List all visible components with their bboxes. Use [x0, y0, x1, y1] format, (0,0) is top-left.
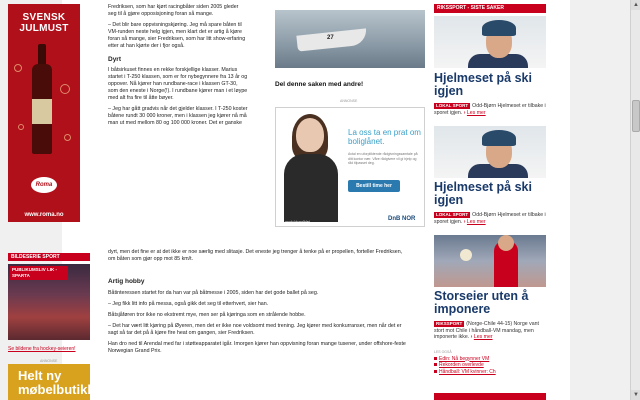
bullet-icon — [434, 370, 437, 373]
article-body-wide — [108, 278, 408, 359]
article-paragraph: I båtsirkuset finnes en rekke forskjellige klasser. Marius startet i T-250 klassen, som er for nybegynnere fra 13 år og oppover. Nå kjører han rundbane-race i klassen GT-30, som den eneste i Norge(!). I rundbane kjører man i et løype med alt fra fire til åtte bøyer. — [108, 67, 248, 101]
bubble-decoration — [64, 134, 71, 141]
bubble-decoration — [60, 84, 70, 94]
ad-woman-image — [280, 114, 340, 222]
story-teaser-text: (Norge-Chile 44-15) Norge vant stort mot Chile i håndball-VM mandag, men imponerte ikke. — [434, 321, 539, 340]
mobel-ad[interactable]: Helt ny møbelbutikk! — [8, 364, 90, 400]
book-appointment-button[interactable]: Bestill time her — [348, 180, 400, 192]
article-paragraph: Båtinteressen startet for da han var på båtmesse i 2005, siden har det gode ballet på seg. — [108, 290, 319, 296]
dnb-ad[interactable] — [275, 107, 425, 227]
ad-label: ANNONSE — [40, 359, 58, 363]
story-title[interactable]: Hjelmeset på ski igjen — [434, 180, 532, 207]
ad-product-link[interactable]: Se produktområdet — [280, 220, 310, 224]
julmust-ad-title: SVENSK JULMUST — [19, 12, 69, 34]
arrow-icon: › — [470, 334, 473, 340]
story-title[interactable]: Storseier uten å imponere — [434, 289, 529, 316]
article-subheading: Dyrt — [108, 56, 122, 63]
dnb-logo: DnB NOR — [388, 216, 416, 222]
related-link[interactable] — [434, 369, 546, 376]
article-paragraph: – Jeg fikk litt info på messa, også gikk det seg til etterhvert, sier han. — [108, 301, 269, 307]
related-link-text: Rekorden overlevde — [439, 362, 484, 368]
player-head-shape — [498, 235, 514, 251]
bildeserie-tag: PUBLIKUMSLIV LIK - SPARTA — [10, 266, 68, 280]
story-tag: LOKAL SPORT — [436, 103, 469, 108]
related-link-text: Edin: Nå begynner VM — [439, 355, 490, 362]
related-links — [434, 349, 546, 375]
rikssport-header: RIKSSPORT - SISTE SAKER — [434, 4, 546, 13]
arrow-icon: › — [463, 218, 466, 225]
related-link-text: Håndball: VM kvinner: Ch — [439, 368, 496, 375]
article-paragraph: Han dro ned til Arendal med far i støtteapparatet igår. Imorgen kjører han oppvisning foran mange tusener, under offshore-feste Norwegian Grand Prix. — [108, 341, 406, 354]
bullet-icon — [434, 363, 437, 366]
ad-slogan: La oss ta en prat om boliglånet. — [348, 128, 421, 146]
roma-logo: Roma — [30, 176, 58, 194]
scroll-down-arrow-icon[interactable]: ▼ — [631, 390, 640, 400]
story-teaser — [434, 103, 546, 116]
article-paragraph: – Det blir bare oppvisningskjøring. Jeg må spare båten til VM-runden neste helg igjen, men klart det er artig å kjøre foran så mange, sier Fredriksen, som har litt show-erfaring etter at han kjørte der i fjor også. — [108, 22, 246, 49]
read-more-link[interactable]: Les mer — [466, 109, 486, 116]
scroll-up-arrow-icon[interactable]: ▲ — [631, 0, 640, 10]
article-paragraph: dyrt, men det fine er at det ikke er noe særlig med slitasje. Det eneste jeg trenger å tenke på er propellen, forteller Fredriksen, om båten som gjør opp mot 85 km/t. — [108, 249, 403, 262]
story-photo[interactable] — [434, 16, 546, 68]
article-paragraph: Båtsjåføren tror ikke no ekstremt mye, men ser på kjøringa som en strålende hobbe. — [108, 312, 306, 318]
bildeserie-header: BILDESERIE SPORT — [8, 253, 90, 261]
bildeserie-link[interactable]: Se bildene fra hockey-seieren! — [8, 346, 76, 352]
bubble-decoration — [18, 124, 24, 130]
story-title[interactable]: Hjelmeset på ski igjen — [434, 71, 532, 98]
article-paragraph: Fredriksen, som har kjørt racingbåter siden 2005 gleder seg til å gjøre opposisjoning foran så mange. — [108, 4, 239, 17]
related-links-label: LES OGSÅ — [434, 350, 452, 354]
read-more-link[interactable]: Les mer — [466, 218, 486, 225]
read-more-link[interactable]: Les mer — [473, 334, 493, 340]
bubble-decoration — [14, 64, 22, 72]
article-subheading: Artig hobby — [108, 278, 145, 285]
story-teaser — [434, 212, 546, 225]
ad-label: ANNONSE — [340, 99, 358, 103]
ad-small-text: Avtal en uforpliktende rådgivningssamtale på ditt kontor nær. Våre rådgivere vil gi hjelp og råd tilpasset deg. — [348, 152, 418, 165]
article-paragraph: – Jeg har gått gradvis når det gjelder klasser. I T-250 koster båtene rundt 30 000 kroner, men i klassen jeg kjører nå må man ut med mellom 80 og 100 000 kroner. Det er ganske — [108, 106, 248, 126]
story-teaser-text: Odd-Bjørn Hjelmeset er tilbake i sporet igjen. — [434, 103, 546, 116]
boat-number: 27 — [327, 35, 334, 41]
julmust-ad[interactable] — [8, 4, 80, 222]
vertical-scrollbar[interactable] — [630, 0, 640, 400]
story-teaser-text: Odd-Bjørn Hjelmeset er tilbake i sporet igjen. — [434, 212, 546, 225]
ball-shape — [460, 249, 472, 261]
story-photo[interactable] — [434, 126, 546, 178]
scroll-thumb[interactable] — [632, 100, 640, 132]
roma-url: www.roma.no — [24, 212, 64, 218]
boat-photo[interactable] — [275, 10, 425, 68]
julmust-bottle-image — [32, 44, 52, 154]
share-heading: Del denne saken med andre! — [275, 81, 364, 88]
story-teaser — [434, 321, 546, 341]
article-body — [108, 4, 248, 131]
story-tag: RIKSSPORT — [436, 321, 463, 326]
handball-photo[interactable] — [434, 235, 546, 287]
rikssport-bottom-bar — [434, 393, 546, 400]
bullet-icon — [434, 357, 437, 360]
article-paragraph: – Det har vært litt kjøring på Øyeren, men det er ikke noe voldsomt med trening. Jeg kjører med konkurranser, men når det er sagt så tar det på å kjøre fire heat om gangen, sier Fredriksen. — [108, 323, 402, 336]
arrow-icon: › — [463, 109, 466, 116]
story-tag: LOKAL SPORT — [436, 212, 469, 217]
